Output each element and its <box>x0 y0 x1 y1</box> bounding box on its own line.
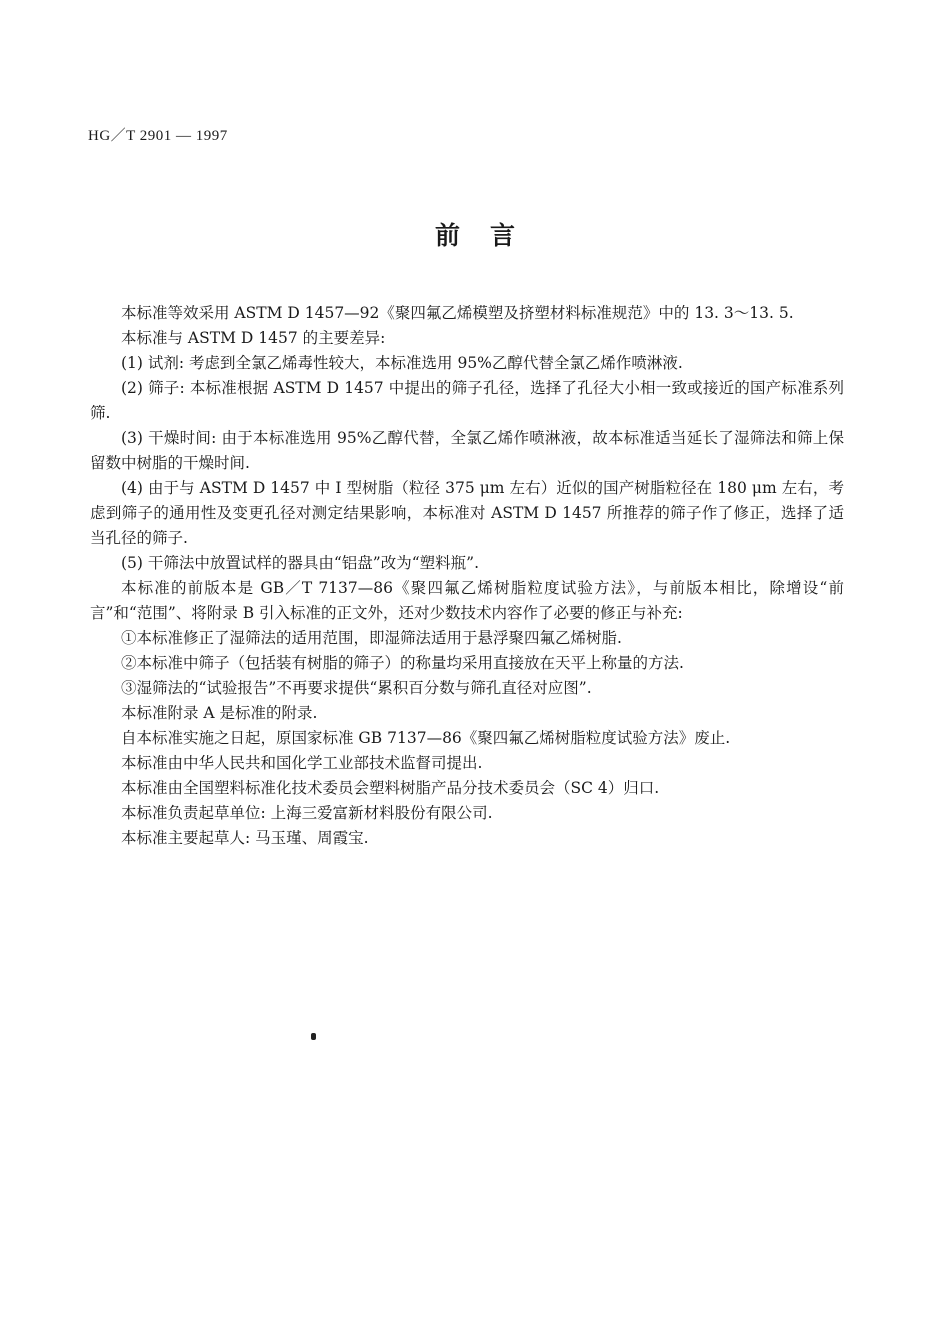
paragraph-10: ②本标准中筛子（包括装有树脂的筛子）的称量均采用直接放在天平上称量的方法. <box>121 654 684 672</box>
paragraph-12: 本标准附录 A 是标准的附录. <box>121 704 318 722</box>
paragraph-8: 本标准的前版本是 GB／T 7137—86《聚四氟乙烯树脂粒度试验方法》，与前版本相比，除增设“前言”和“范围”、将附录 B 引入标准的正文外，还对少数技术内容作了必要的修正与补充: <box>90 579 844 622</box>
paragraph-2: 本标准与 ASTM D 1457 的主要差异: <box>121 329 386 347</box>
page-title: 前言 <box>434 221 545 250</box>
paragraph-7: (5) 干筛法中放置试样的器具由“铝盘”改为“塑料瓶”. <box>121 554 480 572</box>
paragraph-11: ③湿筛法的“试验报告”不再要求提供“累积百分数与筛孔直径对应图”. <box>121 679 592 697</box>
foreword-body <box>90 301 844 851</box>
standard-number: HG／T 2901 — 1997 <box>88 128 228 144</box>
paragraph-1: 本标准等效采用 ASTM D 1457—92《聚四氟乙烯模塑及挤塑材料标准规范》中的 13. 3～13. 5. <box>121 304 794 322</box>
paragraph-15: 本标准由全国塑料标准化技术委员会塑料树脂产品分技术委员会（SC 4）归口. <box>121 779 660 797</box>
paragraph-17: 本标准主要起草人: 马玉瑾、周霞宝. <box>121 829 369 847</box>
paragraph-13: 自本标准实施之日起，原国家标准 GB 7137—86《聚四氟乙烯树脂粒度试验方法》废止. <box>121 729 731 747</box>
scan-speck <box>311 1033 316 1040</box>
paragraph-14: 本标准由中华人民共和国化学工业部技术监督司提出. <box>121 754 483 772</box>
paragraph-3: (1) 试剂: 考虑到全氯乙烯毒性较大，本标准选用 95%乙醇代替全氯乙烯作喷淋液. <box>121 354 683 372</box>
paragraph-16: 本标准负责起草单位: 上海三爱富新材料股份有限公司. <box>121 804 493 822</box>
paragraph-4: (2) 筛子: 本标准根据 ASTM D 1457 中提出的筛子孔径，选择了孔径大小相一致或接近的国产标准系列筛. <box>90 379 844 422</box>
paragraph-9: ①本标准修正了湿筛法的适用范围，即湿筛法适用于悬浮聚四氟乙烯树脂. <box>121 629 622 647</box>
paragraph-6: (4) 由于与 ASTM D 1457 中 I 型树脂（粒径 375 μm 左右）近似的国产树脂粒径在 180 μm 左右，考虑到筛子的通用性及变更孔径对测定结果影响，本标准对 ASTM D 1457 所推荐的筛子作了修正，选择了适当孔径的筛子. <box>90 479 844 547</box>
paragraph-5: (3) 干燥时间: 由于本标准选用 95%乙醇代替，全氯乙烯作喷淋液，故本标准适当延长了湿筛法和筛上保留数中树脂的干燥时间. <box>90 429 844 472</box>
